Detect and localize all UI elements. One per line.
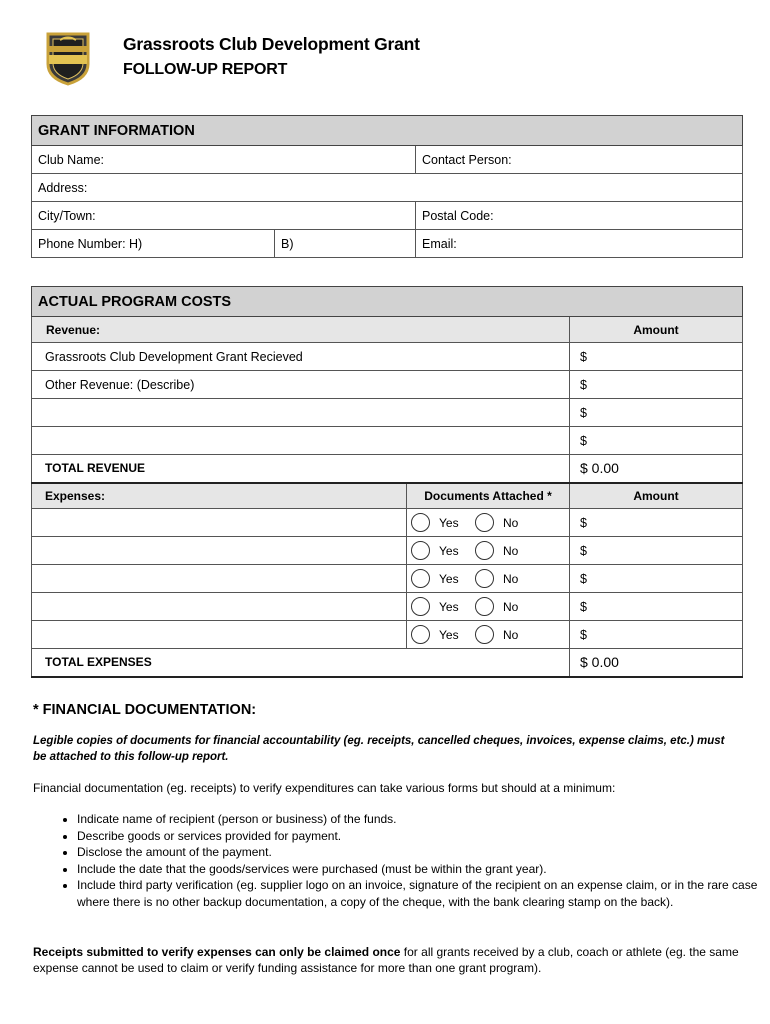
expense-row-amount[interactable]: $	[570, 593, 743, 621]
list-item: • Include the date that the goods/services were purchased (must be within the grant year).	[77, 861, 770, 878]
program-costs-table	[31, 286, 743, 678]
yes-radio[interactable]	[411, 597, 430, 616]
yes-label: Yes	[439, 627, 459, 642]
no-radio[interactable]	[475, 597, 494, 616]
city-field[interactable]	[32, 202, 416, 230]
documents-attached-choice	[407, 509, 570, 537]
postal-code-label: Postal Code:	[422, 208, 494, 223]
receipts-policy	[33, 944, 753, 976]
revenue-amount-header: Amount	[570, 317, 743, 343]
expense-row-label[interactable]	[32, 537, 407, 565]
expenses-header: Expenses:	[32, 483, 407, 509]
revenue-row-amount[interactable]: $	[570, 343, 743, 371]
yes-label: Yes	[439, 515, 459, 530]
total-revenue-value: $ 0.00	[570, 455, 743, 483]
no-radio[interactable]	[475, 625, 494, 644]
address-field[interactable]	[32, 174, 743, 202]
phone-home-label: Phone Number: H)	[38, 236, 143, 251]
documents-attached-choice	[407, 593, 570, 621]
no-radio[interactable]	[475, 569, 494, 588]
yes-radio[interactable]	[411, 513, 430, 532]
document-title: Grassroots Club Development Grant	[123, 34, 420, 54]
expense-row-amount[interactable]: $	[570, 537, 743, 565]
no-radio[interactable]	[475, 513, 494, 532]
club-name-field[interactable]	[32, 146, 416, 174]
no-label: No	[503, 543, 519, 558]
revenue-row-label[interactable]: Grassroots Club Development Grant Recieved	[32, 343, 570, 371]
wrestling-logo	[44, 30, 92, 86]
email-label: Email:	[422, 236, 457, 251]
address-label: Address:	[38, 180, 88, 195]
email-field[interactable]	[416, 230, 743, 258]
documents-attached-choice	[407, 565, 570, 593]
no-label: No	[503, 515, 519, 530]
club-name-label: Club Name:	[38, 152, 104, 167]
yes-label: Yes	[439, 599, 459, 614]
total-expenses-value: $ 0.00	[570, 649, 743, 677]
financial-documentation-intro: Financial documentation (eg. receipts) to verify expenditures can take various forms but should at a minimum:	[33, 781, 616, 795]
documents-attached-header: Documents Attached *	[407, 483, 570, 509]
list-item: • Include third party verification (eg. supplier logo on an invoice, signature of the recipient on an expense claim, or in the rare case where there is no other backup documentation, a copy of the cheque, with the bank clearing stamp on the back).	[77, 877, 770, 910]
documents-attached-choice	[407, 537, 570, 565]
documents-attached-choice	[407, 621, 570, 649]
revenue-row-label[interactable]	[32, 399, 570, 427]
list-item: • Disclose the amount of the payment.	[77, 844, 770, 861]
program-costs-heading: ACTUAL PROGRAM COSTS	[32, 287, 743, 317]
phone-home-field[interactable]	[32, 230, 275, 258]
revenue-row-amount[interactable]: $	[570, 399, 743, 427]
financial-documentation-note: Legible copies of documents for financial accountability (eg. receipts, cancelled cheques, invoices, expense claims, etc.) must be attached to this follow-up report.	[33, 735, 725, 763]
yes-radio[interactable]	[411, 569, 430, 588]
no-label: No	[503, 627, 519, 642]
expense-row-amount[interactable]: $	[570, 565, 743, 593]
expense-row-label[interactable]	[32, 593, 407, 621]
list-item: • Indicate name of recipient (person or business) of the funds.	[77, 811, 770, 828]
expense-row-label[interactable]	[32, 621, 407, 649]
expense-row-amount[interactable]: $	[570, 621, 743, 649]
postal-code-field[interactable]	[416, 202, 743, 230]
contact-person-label: Contact Person:	[422, 152, 512, 167]
grant-information-table	[31, 115, 743, 258]
total-revenue-label: TOTAL REVENUE	[32, 455, 570, 483]
expense-amount-header: Amount	[570, 483, 743, 509]
phone-business-field[interactable]	[275, 230, 416, 258]
yes-label: Yes	[439, 543, 459, 558]
list-item: • Describe goods or services provided for payment.	[77, 828, 770, 845]
revenue-row-label[interactable]: Other Revenue: (Describe)	[32, 371, 570, 399]
revenue-row-amount[interactable]: $	[570, 371, 743, 399]
no-label: No	[503, 571, 519, 586]
requirements-list	[33, 811, 770, 910]
revenue-header: Revenue:	[32, 317, 570, 343]
revenue-row-amount[interactable]: $	[570, 427, 743, 455]
contact-person-field[interactable]	[416, 146, 743, 174]
city-label: City/Town:	[38, 208, 96, 223]
yes-radio[interactable]	[411, 541, 430, 560]
expense-row-amount[interactable]: $	[570, 509, 743, 537]
no-radio[interactable]	[475, 541, 494, 560]
financial-documentation-heading: * FINANCIAL DOCUMENTATION:	[33, 702, 257, 718]
document-subtitle: FOLLOW-UP REPORT	[123, 61, 288, 78]
revenue-row-label[interactable]	[32, 427, 570, 455]
grant-information-heading: GRANT INFORMATION	[32, 116, 743, 146]
receipts-policy-bold: Receipts submitted to verify expenses can only be claimed once	[33, 945, 401, 959]
receipts-policy-text: for all grants received by a club, coach or athlete (eg. the same expense cannot be used to claim or verify funding assistance for more than one grant program).	[33, 945, 739, 975]
total-expenses-label: TOTAL EXPENSES	[32, 649, 570, 677]
no-label: No	[503, 599, 519, 614]
yes-label: Yes	[439, 571, 459, 586]
expense-row-label[interactable]	[32, 509, 407, 537]
yes-radio[interactable]	[411, 625, 430, 644]
expense-row-label[interactable]	[32, 565, 407, 593]
phone-business-label: B)	[281, 236, 294, 251]
